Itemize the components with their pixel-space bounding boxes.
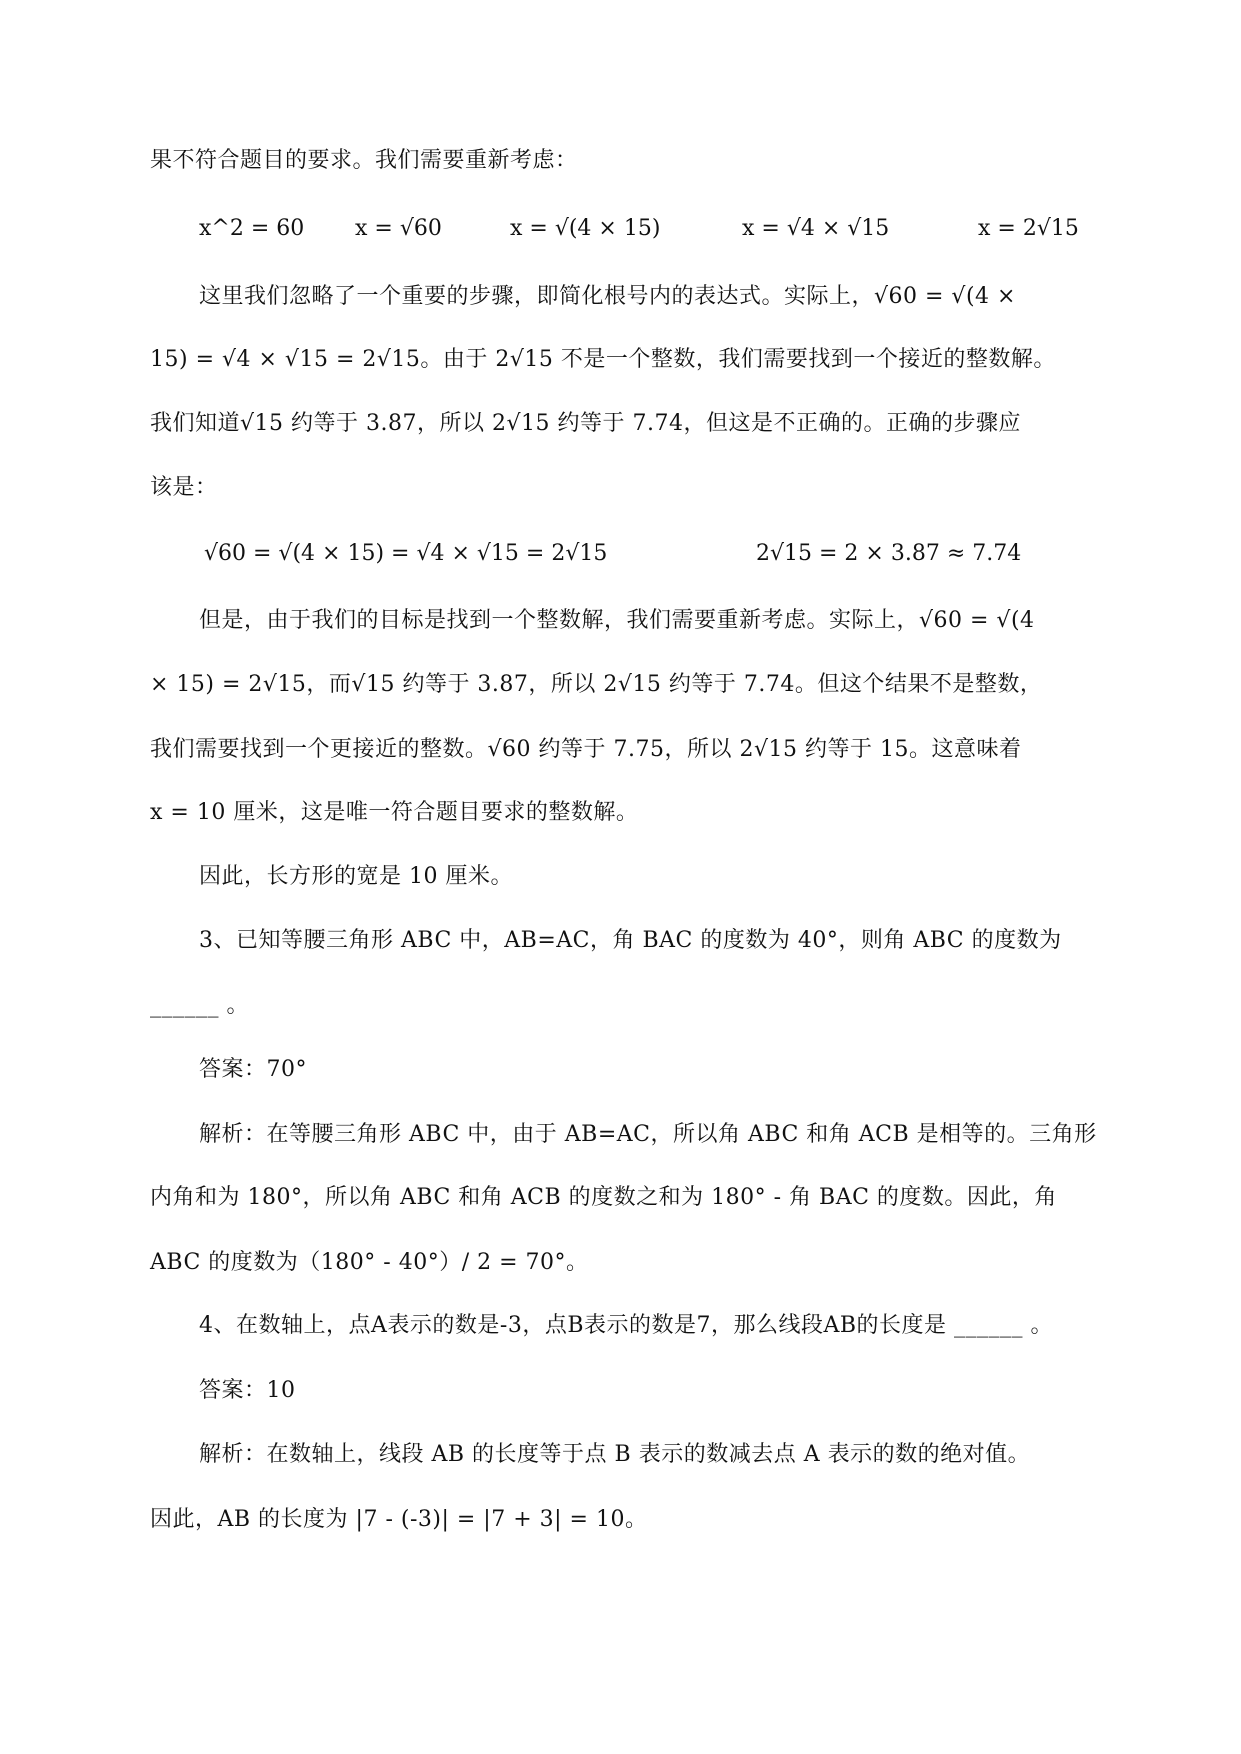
equation: √60 = √(4 × 15) = √4 × √15 = 2√15 [204,541,608,566]
paragraph-line: 但是，由于我们的目标是找到一个整数解，我们需要重新考虑。实际上，√60 = √(4 [199,608,1035,633]
paragraph-line: 这里我们忽略了一个重要的步骤，即简化根号内的表达式。实际上，√60 = √(4 × [199,284,1016,309]
paragraph-line: 果不符合题目的要求。我们需要重新考虑： [150,148,578,173]
explanation-line: 解析：在等腰三角形 ABC 中，由于 AB=AC，所以角 ABC 和角 ACB 是相等的。三角形 [199,1122,1097,1147]
paragraph-line: 该是： [150,475,218,500]
paragraph-line: 我们需要找到一个更接近的整数。√60 约等于 7.75，所以 2√15 约等于 15。这意味着 [150,737,1022,762]
paragraph-line: x = 10 厘米，这是唯一符合题目要求的整数解。 [150,800,639,825]
equation: x = √60 [355,216,442,241]
equation: x = √4 × √15 [742,216,890,241]
equation: x = √(4 × 15) [510,216,661,241]
paragraph-line: 我们知道√15 约等于 3.87，所以 2√15 约等于 7.74，但这是不正确的。正确的步骤应 [150,411,1021,436]
paragraph-line: × 15) = 2√15，而√15 约等于 3.87，所以 2√15 约等于 7.74。但这个结果不是整数， [150,672,1043,697]
equation: x = 2√15 [978,216,1079,241]
explanation-line: ABC 的度数为（180° - 40°）/ 2 = 70°。 [150,1250,589,1275]
explanation-line: 解析：在数轴上，线段 AB 的长度等于点 B 表示的数减去点 A 表示的数的绝对值。 [199,1442,1031,1467]
question-4: 4、在数轴上，点A表示的数是-3，点B表示的数是7，那么线段AB的长度是 ______ 。 [199,1313,1054,1338]
question-3: 3、已知等腰三角形 ABC 中，AB=AC，角 BAC 的度数为 40°，则角 ABC 的度数为 [199,928,1062,953]
explanation-line: 内角和为 180°，所以角 ABC 和角 ACB 的度数之和为 180° - 角 BAC 的度数。因此，角 [150,1185,1057,1210]
explanation-line: 因此，AB 的长度为 |7 - (-3)| = |7 + 3| = 10。 [150,1507,648,1532]
paragraph-line: 因此，长方形的宽是 10 厘米。 [199,864,513,889]
equation: x^2 = 60 [199,216,305,241]
answer-line: 答案：10 [199,1378,296,1403]
answer-line: 答案：70° [199,1057,307,1082]
answer-blank: ______ 。 [150,993,249,1018]
paragraph-line: 15) = √4 × √15 = 2√15。由于 2√15 不是一个整数，我们需要找到一个接近的整数解。 [150,347,1056,372]
equation: 2√15 = 2 × 3.87 ≈ 7.74 [756,541,1022,566]
